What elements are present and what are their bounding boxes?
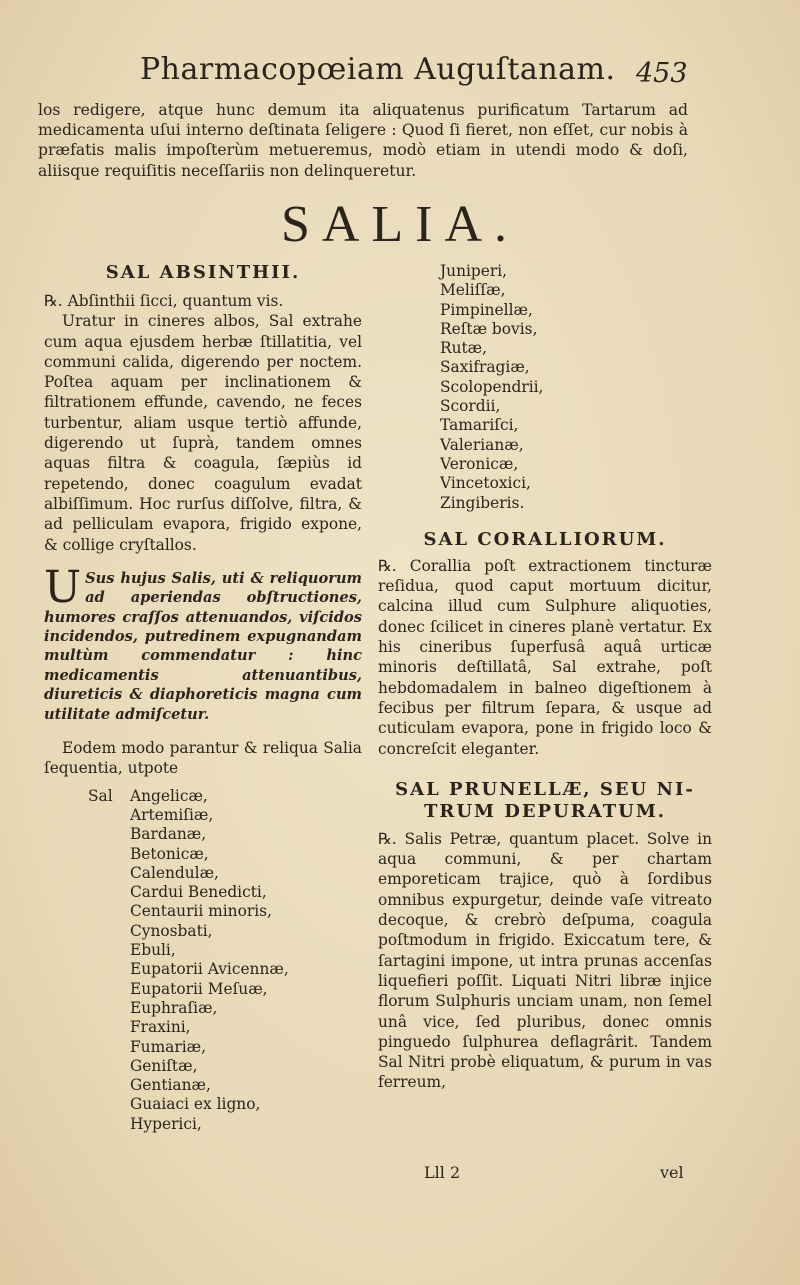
list-item: Juniperi, bbox=[440, 262, 508, 280]
salia-list-left bbox=[44, 787, 362, 1134]
list-item: Artemiſiæ, bbox=[130, 806, 214, 824]
running-title: Pharmacopœiam Auguſtanam. bbox=[140, 52, 616, 87]
eodem-paragraph: Eodem modo parantur & reliqua Salia ſequentia, utpote bbox=[44, 739, 362, 778]
list-item: Vincetoxici, bbox=[440, 474, 531, 493]
list-item: Centaurii minoris, bbox=[130, 902, 272, 921]
list-item: Tamariſci, bbox=[440, 416, 519, 435]
catchword: vel bbox=[660, 1163, 684, 1182]
list-item: Eupatorii Avicennæ, bbox=[130, 960, 289, 979]
salia-items-right bbox=[440, 262, 712, 513]
recipe-first-line: ℞. Abſinthii ſicci, quantum vis. bbox=[44, 292, 284, 310]
salia-items-left bbox=[130, 787, 362, 1134]
list-item: Eupatorii Meſuæ, bbox=[130, 979, 268, 998]
signature-mark: Lll 2 bbox=[424, 1163, 461, 1182]
list-item: Pimpinellæ, bbox=[440, 300, 533, 319]
intro-paragraph bbox=[38, 100, 688, 181]
usus-text: Sus hujus Salis, uti & reliquorum ad aperiendas obſtructiones, humores craſſos attenuandos, viſcidos incidendos, putredinem expugnandam multùm commendatur : hinc medicamentis attenuantibus, diureticis & diaphoreticis magna cum utilitate admiſcetur. bbox=[44, 569, 362, 723]
left-column bbox=[44, 262, 362, 1134]
list-item: Euphraſiæ, bbox=[130, 998, 218, 1017]
list-item: Zingiberis. bbox=[440, 493, 525, 512]
list-item: Veronicæ, bbox=[440, 454, 519, 473]
list-item: Reſtæ bovis, bbox=[440, 319, 538, 338]
list-item: Scordii, bbox=[440, 397, 501, 416]
usus-paragraph bbox=[44, 561, 362, 724]
page-number: 453 bbox=[636, 58, 688, 89]
list-item: Saxifragiæ, bbox=[440, 358, 530, 377]
recipe-text-prunellae: ℞. Salis Petræ, quantum placet. Solve in aqua communi, & per chartam emporeticam trajice, quò à ſordibus omnibus expurgetur, deinde vaſe vitreato decoque, & crebrò deſpuma, coagula poſtmodum in frigido. Exiccatum tere, & ſartagini impone, ut intra prunas accenſas liquefieri poſſit. Liquati Nitri libræ injice florum Sulphuris unciam unam, non ſemel unâ vice, ſed pluribus, donec omnis pinguedo ſulphurea deflagrârit. Tandem Sal Nitri probè eliquatum, & purum in vas ferreum, bbox=[378, 829, 712, 1092]
list-item: Geniſtæ, bbox=[130, 1056, 198, 1075]
list-item: Meliſſæ, bbox=[440, 281, 506, 300]
heading-line-1: SAL PRUNELLÆ, SEU NI- bbox=[395, 778, 695, 800]
sal-label: Sal bbox=[88, 786, 113, 805]
right-column bbox=[378, 262, 712, 1093]
list-item: Valerianæ, bbox=[440, 435, 524, 454]
list-item: Cardui Benedicti, bbox=[130, 883, 267, 902]
list-item: Hyperici, bbox=[130, 1114, 202, 1133]
list-item: Fraxini, bbox=[130, 1018, 191, 1037]
list-item: Angelicæ, bbox=[130, 786, 208, 805]
entry-heading-coralliorum: SAL CORALLIORUM. bbox=[423, 528, 667, 550]
list-item: Betonicæ, bbox=[130, 844, 209, 863]
recipe-text-absinthii: Uratur in cineres albos, Sal extrahe cum aqua ejusdem herbæ ſtillatitia, vel communi calida, digerendo per noctem. Poſtea aquam per inclinationem & filtrationem effunde, cavendo, ne feces turbentur, aliam usque tertiò affunde, digerendo ut ſuprà, tandem omnes aquas filtra & coagula, ſæpiùs id repetendo, donec coagulum evadat albiſſimum. Hoc rurſus diſſolve, filtra, & ad pelliculam evapora, frigido expone, & collige cryſtallos. bbox=[44, 312, 362, 554]
entry-heading-absinthii: SAL ABSINTHII. bbox=[105, 262, 301, 283]
list-item: Guaiaci ex ligno, bbox=[130, 1095, 261, 1114]
entry-heading-prunellae bbox=[378, 779, 712, 823]
list-item: Gentianæ, bbox=[130, 1076, 211, 1095]
list-item: Rutæ, bbox=[440, 339, 488, 358]
drop-cap: U bbox=[44, 561, 82, 613]
list-item: Scolopendrii, bbox=[440, 377, 544, 396]
section-title: SALIA. bbox=[280, 196, 520, 253]
heading-line-2: TRUM DEPURATUM. bbox=[423, 800, 667, 822]
list-item: Cynosbati, bbox=[130, 921, 213, 940]
list-item: Fumariæ, bbox=[130, 1037, 206, 1056]
list-item: Bardanæ, bbox=[130, 825, 207, 844]
list-item: Ebuli, bbox=[130, 941, 176, 960]
list-item: Calendulæ, bbox=[130, 863, 219, 882]
intro-text: los redigere, atque hunc demum ita aliquatenus purificatum Tartarum ad medicamenta uſui interno deſtinata ſeligere : Quod ſi fieret, non eſſet, cur nobis à præfatis malis impoſterùm metueremus, modò etiam in utendi modo & doſi, aliisque requiſitis neceſſariis non delinqueretur. bbox=[38, 101, 688, 180]
recipe-text-coralliorum: ℞. Corallia poſt extractionem tincturæ reſidua, quod caput mortuum dicitur, calcina illud cum Sulphure aliquoties, donec ſcilicet in cineres planè vertatur. Ex his cineribus ſuperfusâ aquâ urticæ minoris deſtillatâ, Sal extrahe, poſt hebdomadalem in balneo digeſtionem à fecibus per filtrum ſepara, & usque ad cuticulam evapora, pone in frigido loco & concreſcit eleganter. bbox=[378, 556, 712, 758]
